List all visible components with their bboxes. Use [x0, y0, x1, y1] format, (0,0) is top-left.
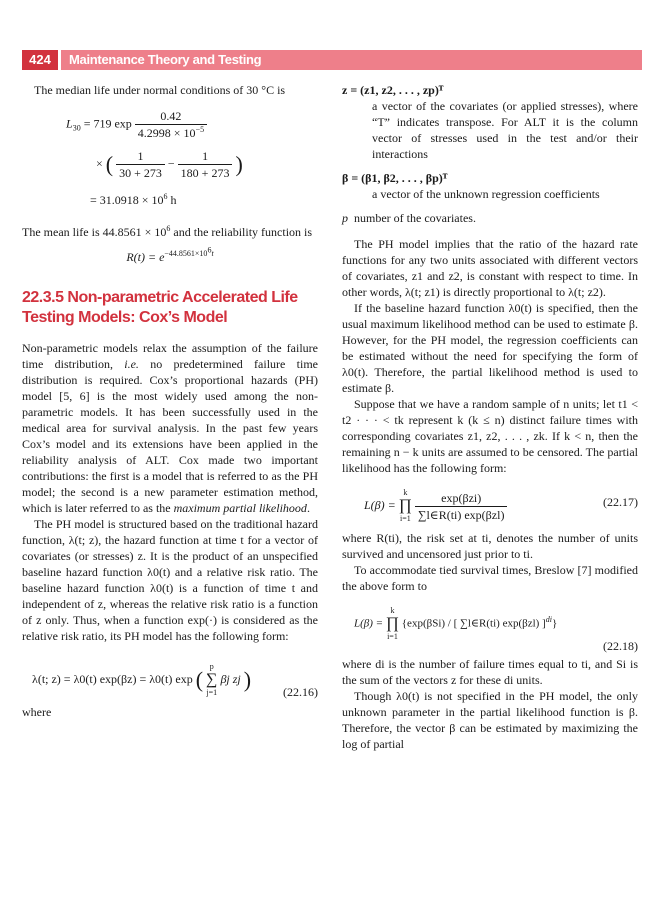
running-header	[22, 50, 642, 70]
section-heading: 22.3.5 Non-parametric Accelerated Life Testing Models: Cox’s Model	[22, 289, 298, 326]
paragraph: The median life under normal conditions of 30 °C is	[34, 83, 286, 97]
definition-beta: β = (β1, β2, . . . , βp)ᵀ a vector of the unknown regression coefficients	[342, 171, 600, 201]
paragraph: To accommodate tied survival times, Breslow [7] modified the above form to	[342, 563, 638, 593]
equation-number: (22.17)	[603, 495, 638, 509]
equation-number: (22.18)	[603, 639, 638, 653]
paragraph: where di is the number of failure times equal to ti, and Si is the sum of the vectors z for these di units.	[342, 657, 638, 687]
equation-22-18: L(β) = k ∏ i=1 {exp(βSi) / [ ∑l∈R(ti) exp(βzl) ]$^{di}$} (22.18)	[354, 606, 638, 653]
paragraph: Though λ0(t) is not specified in the PH model, the only unknown parameter in the partial likelihood function is β. Therefore, the vector β can be estimated by maximizing the log of partial	[342, 689, 638, 751]
paragraph: Suppose that we have a random sample of n units; let t1 < t2 · · · < tk represent k (k ≤ n) distinct failure times with corresponding covariates z1, z2, . . . , zk. If k < n, then the remaining n − k units are assumed to be censored. The partial likelihood has the following form:	[342, 397, 638, 475]
equation-22-16: λ(t; z) = λ0(t) exp(βz) = λ0(t) exp ( p ∑ j=1 βj zj ) (22.16)	[32, 662, 318, 699]
equation-number: (22.16)	[283, 685, 318, 699]
paragraph: The PH model implies that the ratio of the hazard rate functions for any two units associated with different vectors of covariates, z1 and z2, is constant with respect to time. In other words, λ(t; z1) is directly proportional to λ(t; z2).	[342, 237, 638, 299]
running-title: Maintenance Theory and Testing	[69, 52, 262, 67]
equation-reliability: $R(t) = e^{-44.8561\times 10^6t}$	[126, 245, 214, 264]
equation-result: = $31.0918 \times 10^6$ h	[90, 192, 177, 207]
page-number: 424	[22, 50, 58, 70]
paragraph: If the baseline hazard function λ0(t) is specified, then the usual maximum likelihood method can be used to estimate β. However, for the PH model, the regression coefficients can be estimated without the need for specifying the form of λ0(t). Therefore, the partial likelihood method is used to estimate β.	[342, 301, 638, 395]
equation-median-life: $L_{30} = 719$ exp $\frac{0.42}{4.2998 \times 10^{-5}}$ × ( $\frac{1}{30 + 273}$ − $\frac{1}{180 + 273}$ )	[66, 109, 243, 180]
right-column	[342, 82, 638, 752]
equation-22-17: L(β) = k ∏ i=1 $\frac{\text{exp(βzi)}}{\text{∑l∈R(ti) exp(βzl)}}$ (22.17)	[364, 488, 638, 523]
paragraph: Non-parametric models relax the assumption of the failure time distribution, i.e. no predetermined failure time distribution is required. Cox’s proportional hazards (PH) model [5, 6] is the most widely used among the non-parametric models. It has been successfully used in the medical area for survival analysis. In the past few years Cox’s model and its extensions have been applied in the reliability analysis of ALT. Cox made two important contributions: the first is a model that is referred to as the PH model; the second is a new parameter estimation method, which is later referred to as the maximum partial likelihood.	[22, 341, 318, 515]
paragraph: The PH model is structured based on the traditional hazard function, λ(t; z), the hazard function at time t for a vector of covariates (or stresses) z. It is the product of an unspecified baseline hazard function λ0(t) and a relative risk ratio. The baseline hazard function λ0(t) is a function of time t and independent of z, whereas the relative risk ratio is a function of z only. Thus, when a function exp(·) is considered as the relative risk ratio, its PH model has the following form:	[22, 517, 318, 643]
paragraph: The mean life is $44.8561 \times 10^6$ and the reliability function is	[22, 224, 313, 239]
paragraph: where R(ti), the risk set at ti, denotes the number of units survived and uncensored just prior to ti.	[342, 531, 638, 561]
fraction: $\frac{0.42}{4.2998 \times 10^{-5}}$	[135, 108, 207, 141]
definition-z: z = (z1, z2, . . . , zp)ᵀ a vector of the covariates (or applied stresses), where “T” indicates transpose. For ALT it is the column vector of stresses used in the test and/or their interactions	[342, 83, 638, 161]
left-column	[22, 82, 318, 720]
paragraph: where	[22, 705, 52, 719]
definition-p: p number of the covariates.	[342, 211, 476, 225]
